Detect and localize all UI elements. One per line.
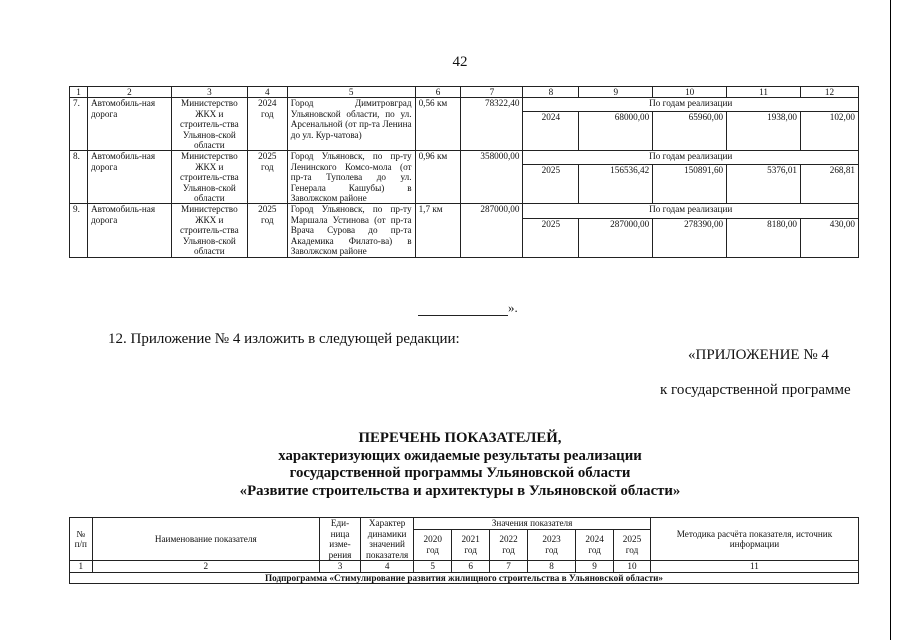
header-dynamics: Характер динамики значений показателя (360, 518, 413, 561)
title-line-1: ПЕРЕЧЕНЬ ПОКАЗАТЕЛЕЙ, (358, 430, 562, 446)
col-num: 4 (360, 561, 413, 573)
ministry: Министерство ЖКХ и строитель-ства Ульянов-ской области (171, 98, 247, 151)
year-2023: 2023 год (527, 529, 575, 560)
year-2025: 2025 год (614, 529, 651, 560)
col-num: 7 (461, 87, 523, 98)
impl-year: 2024 (523, 112, 579, 151)
year: 2024 год (247, 98, 287, 151)
document-title (160, 430, 760, 500)
header-name: Наименование показателя (92, 518, 319, 561)
subprogram-title: Подпрограмма «Стимулирование развития жилищного строительства в Ульяновской области» (70, 572, 859, 584)
value-col11: 8180,00 (727, 218, 801, 257)
row-number: 8. (70, 151, 88, 204)
col-num: 6 (452, 561, 490, 573)
column-number-row (70, 87, 859, 98)
header-unit: Еди-ница изме-рения (320, 518, 361, 561)
value-col12: 430,00 (801, 218, 859, 257)
length: 0,96 км (415, 151, 461, 204)
value-col10: 65960,00 (653, 112, 727, 151)
cost: 358000,00 (461, 151, 523, 204)
cost: 287000,00 (461, 204, 523, 257)
col-num: 1 (70, 87, 88, 98)
value-col12: 268,81 (801, 165, 859, 204)
value-col11: 1938,00 (727, 112, 801, 151)
col-num: 1 (70, 561, 93, 573)
col-num: 10 (653, 87, 727, 98)
table-row (70, 204, 859, 218)
object-name: Автомобиль-ная дорога (87, 204, 171, 257)
by-years-label: По годам реализации (523, 98, 859, 112)
header-method: Методика расчёта показателя, источник информации (650, 518, 858, 561)
value-col12: 102,00 (801, 112, 859, 151)
year-2024: 2024 год (576, 529, 614, 560)
underline-blank (418, 303, 508, 316)
row-number: 9. (70, 204, 88, 257)
value-col9: 156536,42 (579, 165, 653, 204)
year-2021: 2021 год (452, 529, 490, 560)
col-num: 7 (490, 561, 528, 573)
impl-year: 2025 (523, 218, 579, 257)
subprogram-row (70, 572, 859, 584)
col-num: 3 (320, 561, 361, 573)
col-num: 8 (523, 87, 579, 98)
impl-year: 2025 (523, 165, 579, 204)
year-2020: 2020 год (414, 529, 452, 560)
length: 1,7 км (415, 204, 461, 257)
appendix-label: «ПРИЛОЖЕНИЕ № 4 (688, 347, 829, 363)
header-no: № п/п (70, 518, 93, 561)
col-num: 9 (579, 87, 653, 98)
length: 0,56 км (415, 98, 461, 151)
table-row (70, 98, 859, 112)
col-num: 10 (614, 561, 651, 573)
col-num: 4 (247, 87, 287, 98)
year: 2025 год (247, 151, 287, 204)
item-12-text: 12. Приложение № 4 изложить в следующей редакции: (108, 331, 460, 347)
object-name: Автомобиль-ная дорога (87, 98, 171, 151)
col-num: 2 (87, 87, 171, 98)
page-number: 42 (452, 54, 468, 70)
table-row (70, 151, 859, 165)
title-line-4: «Развитие строительства и архитектуры в Ульяновской области» (239, 482, 681, 499)
location: Город Ульяновск, по пр-ту Ленинского Комсо-мола (от пр-та Туполева до ул. Генерала Кашубы) в Заволжском районе (287, 151, 415, 204)
object-name: Автомобиль-ная дорога (87, 151, 171, 204)
title-line-3: государственной программы Ульяновской области (289, 465, 631, 481)
year: 2025 год (247, 204, 287, 257)
ministry: Министерство ЖКХ и строитель-ства Ульянов-ской области (171, 204, 247, 257)
col-num: 12 (801, 87, 859, 98)
page-edge-line (890, 0, 891, 640)
col-num: 6 (415, 87, 461, 98)
value-col9: 287000,00 (579, 218, 653, 257)
header-row (70, 518, 859, 530)
title-line-2: характеризующих ожидаемые результаты реализации (278, 447, 642, 464)
location: Город Димитровград Ульяновской области, по ул. Арсенальной (от пр-та Ленина до ул. Кур-чатова) (287, 98, 415, 151)
by-years-label: По годам реализации (523, 204, 859, 218)
col-num: 8 (527, 561, 575, 573)
closing-quote: ». (508, 300, 518, 315)
year-2022: 2022 год (490, 529, 528, 560)
col-num: 3 (171, 87, 247, 98)
objects-table (69, 86, 859, 258)
col-num: 11 (727, 87, 801, 98)
cost: 78322,40 (461, 98, 523, 151)
col-num: 9 (576, 561, 614, 573)
value-col9: 68000,00 (579, 112, 653, 151)
location: Город Ульяновск, по пр-ту Маршала Устинова (от пр-та Врача Сурова до пр-та Академика Филато-ва) в Заволжском районе (287, 204, 415, 257)
col-num: 2 (92, 561, 319, 573)
value-col11: 5376,01 (727, 165, 801, 204)
col-num: 5 (287, 87, 415, 98)
value-col10: 278390,00 (653, 218, 727, 257)
column-number-row (70, 561, 859, 573)
to-program-label: к государственной программе (660, 382, 851, 398)
value-col10: 150891,60 (653, 165, 727, 204)
by-years-label: По годам реализации (523, 151, 859, 165)
row-number: 7. (70, 98, 88, 151)
closing-line (418, 300, 518, 316)
col-num: 5 (414, 561, 452, 573)
indicators-table (69, 517, 859, 584)
ministry: Министерство ЖКХ и строитель-ства Ульянов-ской области (171, 151, 247, 204)
col-num: 11 (650, 561, 858, 573)
header-values: Значения показателя (414, 518, 651, 530)
